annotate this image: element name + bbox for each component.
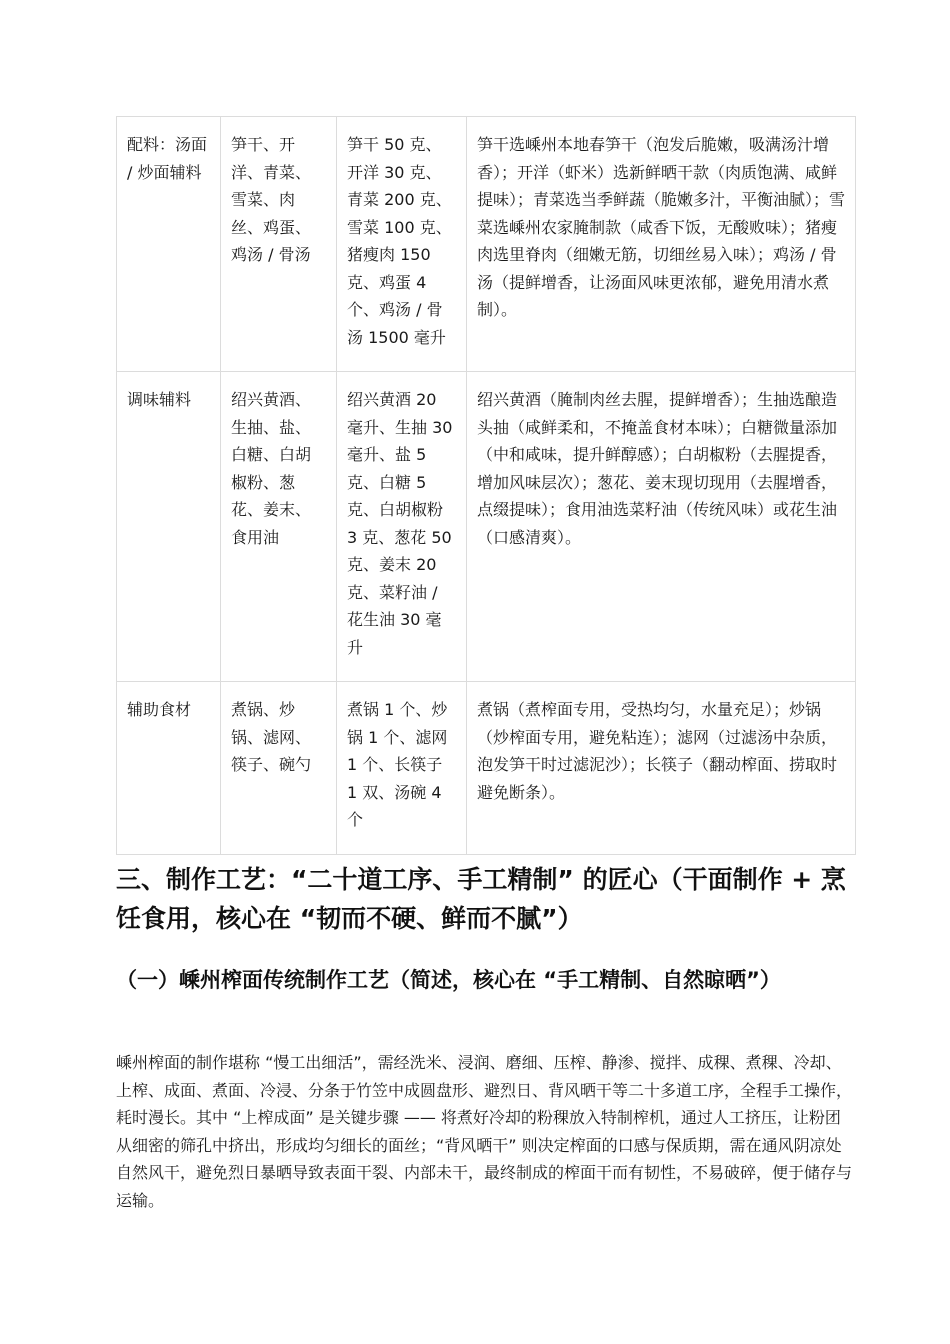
notes-cell: 笋干选嵊州本地春笋干（泡发后脆嫩，吸满汤汁增香）；开洋（虾米）选新鲜晒干款（肉质饱满、咸鲜提味）；青菜选当季鲜蔬（脆嫩多汁，平衡油腻）；雪菜选嵊州农家腌制款（咸香下饭，无酸败味）；猪瘦肉选里脊肉（细嫩无筋，切细丝易入味）；鸡汤 / 骨汤（提鲜增香，让汤面风味更浓郁，避免用清水煮制）。 [467, 117, 856, 372]
amounts-cell: 笋干 50 克、开洋 30 克、青菜 200 克、雪菜 100 克、猪瘦肉 150 克、鸡蛋 4 个、鸡汤 / 骨汤 1500 毫升 [337, 117, 467, 372]
items-cell: 绍兴黄酒、生抽、盐、白糖、白胡椒粉、葱花、姜末、食用油 [221, 372, 337, 682]
ingredients-table [116, 116, 856, 855]
category-cell: 配料：汤面 / 炒面辅料 [117, 117, 221, 372]
category-cell: 调味辅料 [117, 372, 221, 682]
amounts-cell: 煮锅 1 个、炒锅 1 个、滤网 1 个、长筷子 1 双、汤碗 4 个 [337, 682, 467, 855]
subsection-heading: （一）嵊州榨面传统制作工艺（简述，核心在 “手工精制、自然晾晒”） [116, 968, 781, 992]
notes-cell: 煮锅（煮榨面专用，受热均匀，水量充足）；炒锅（炒榨面专用，避免粘连）；滤网（过滤汤中杂质，泡发笋干时过滤泥沙）；长筷子（翻动榨面、捞取时避免断条）。 [467, 682, 856, 855]
amounts-cell: 绍兴黄酒 20 毫升、生抽 30 毫升、盐 5 克、白糖 5 克、白胡椒粉 3 克、葱花 50 克、姜末 20 克、菜籽油 / 花生油 30 毫升 [337, 372, 467, 682]
notes-cell: 绍兴黄酒（腌制肉丝去腥，提鲜增香）；生抽选酿造头抽（咸鲜柔和，不掩盖食材本味）；白糖微量添加（中和咸味，提升鲜醇感）；白胡椒粉（去腥提香，增加风味层次）；葱花、姜末现切现用（去腥增香，点缀提味）；食用油选菜籽油（传统风味）或花生油（口感清爽）。 [467, 372, 856, 682]
items-cell: 笋干、开洋、青菜、雪菜、肉丝、鸡蛋、鸡汤 / 骨汤 [221, 117, 337, 372]
table-row [117, 372, 856, 682]
table-row [117, 682, 856, 855]
items-cell: 煮锅、炒锅、滤网、筷子、碗勺 [221, 682, 337, 855]
table-row [117, 117, 856, 372]
category-cell: 辅助食材 [117, 682, 221, 855]
body-paragraph: 嵊州榨面的制作堪称 “慢工出细活”，需经洗米、浸润、磨细、压榨、静渗、搅拌、成稞、煮稞、冷却、上榨、成面、煮面、冷浸、分条于竹笠中成圆盘形、避烈日、背风晒干等二十多道工序，全程手工操作，耗时漫长。其中 “上榨成面” 是关键步骤 —— 将煮好冷却的粉稞放入特制榨机，通过人工挤压，让粉团从细密的筛孔中挤出，形成均匀细长的面丝；“背风晒干” 则决定榨面的口感与保质期，需在通风阴凉处自然风干，避免烈日暴晒导致表面干裂、内部未干，最终制成的榨面干而有韧性，不易破碎，便于储存与运输。 [116, 1053, 853, 1210]
section-heading: 三、制作工艺：“二十道工序、手工精制” 的匠心（干面制作 + 烹饪食用，核心在 “韧而不硬、鲜而不腻”） [116, 865, 846, 933]
